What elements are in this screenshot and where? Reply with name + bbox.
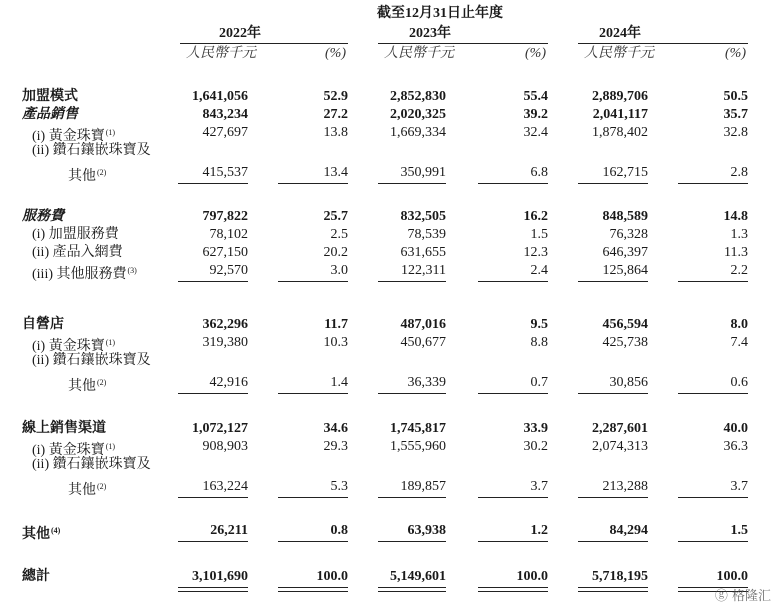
table-cell: 0.7 xyxy=(530,375,548,390)
total-double-underline xyxy=(478,587,548,592)
cell-underline xyxy=(478,497,548,498)
table-cell: 3.7 xyxy=(730,479,748,494)
footnote-ref: (4) xyxy=(51,526,61,535)
cell-underline xyxy=(578,541,648,542)
table-cell: 1.3 xyxy=(730,227,748,242)
cell-underline xyxy=(278,541,348,542)
table-cell: 8.0 xyxy=(730,317,748,332)
row-label: 線上銷售渠道 xyxy=(22,421,106,436)
table-cell: 33.9 xyxy=(523,421,548,436)
table-cell: 425,738 xyxy=(602,335,648,350)
table-cell: 20.2 xyxy=(323,245,348,260)
row-label: (ii) 產品入網費 xyxy=(32,245,123,260)
table-cell: 2,020,325 xyxy=(390,107,446,122)
table-cell: 13.4 xyxy=(323,165,348,180)
table-cell: 487,016 xyxy=(400,317,446,332)
cell-underline xyxy=(578,183,648,184)
table-cell: 78,539 xyxy=(407,227,446,242)
table-cell: 36.3 xyxy=(723,439,748,454)
period-header: 截至12月31日止年度 xyxy=(377,6,503,21)
footnote-ref: (3) xyxy=(127,266,137,275)
table-cell: 11.7 xyxy=(324,317,348,332)
table-cell: 456,594 xyxy=(602,317,648,332)
cell-underline xyxy=(478,393,548,394)
table-cell: 450,677 xyxy=(400,335,446,350)
cell-underline xyxy=(378,497,446,498)
table-cell: 35.7 xyxy=(723,107,748,122)
table-cell: 26,211 xyxy=(210,523,248,538)
table-cell: 362,296 xyxy=(202,317,248,332)
total-double-underline xyxy=(578,587,648,592)
table-cell: 1.5 xyxy=(530,227,548,242)
table-cell: 100.0 xyxy=(716,569,748,584)
table-cell: 415,537 xyxy=(202,165,248,180)
table-cell: 427,697 xyxy=(202,125,248,140)
table-cell: 76,328 xyxy=(609,227,648,242)
cell-underline xyxy=(578,281,648,282)
row-label: 其他$^{(2)}$ xyxy=(68,168,107,184)
table-cell: 0.6 xyxy=(730,375,748,390)
table-cell: 78,102 xyxy=(209,227,248,242)
table-cell: 25.7 xyxy=(323,209,348,224)
table-cell: 1,555,960 xyxy=(390,439,446,454)
year-underline-2024 xyxy=(578,43,748,44)
table-cell: 92,570 xyxy=(209,263,248,278)
unit-pct-2023: (%) xyxy=(525,46,546,61)
table-cell: 1,745,817 xyxy=(390,421,446,436)
table-cell: 2,041,117 xyxy=(592,107,648,122)
cell-underline xyxy=(278,393,348,394)
table-cell: 1,072,127 xyxy=(192,421,248,436)
table-cell: 1.5 xyxy=(730,523,748,538)
watermark-logo: ⓖ 格隆汇 xyxy=(714,589,771,604)
cell-underline xyxy=(578,497,648,498)
row-label: 服務費 xyxy=(22,209,64,224)
year-underline-2023 xyxy=(378,43,548,44)
table-cell: 34.6 xyxy=(323,421,348,436)
cell-underline xyxy=(378,541,446,542)
row-label: 其他$^{(2)}$ xyxy=(68,482,107,498)
table-cell: 63,938 xyxy=(407,523,446,538)
year-header-2023: 2023年 xyxy=(409,26,451,41)
row-label: (ii) 鑽石鑲嵌珠寶及 xyxy=(32,457,151,472)
table-cell: 50.5 xyxy=(723,89,748,104)
table-cell: 797,822 xyxy=(202,209,248,224)
cell-underline xyxy=(478,183,548,184)
table-cell: 3,101,690 xyxy=(192,569,248,584)
table-cell: 2.8 xyxy=(730,165,748,180)
cell-underline xyxy=(378,393,446,394)
table-cell: 5,149,601 xyxy=(390,569,446,584)
table-cell: 646,397 xyxy=(602,245,648,260)
table-cell: 55.4 xyxy=(523,89,548,104)
table-cell: 1,878,402 xyxy=(592,125,648,140)
unit-amount-2022: 人民幣千元 xyxy=(186,46,256,61)
table-cell: 631,655 xyxy=(400,245,446,260)
table-cell: 32.4 xyxy=(523,125,548,140)
year-header-2022: 2022年 xyxy=(219,26,261,41)
row-label: 總計 xyxy=(22,569,50,584)
table-cell: 2,852,830 xyxy=(390,89,446,104)
row-label: (i) 加盟服務費 xyxy=(32,227,119,242)
row-label: (iii) 其他服務費$^{(3)}$ xyxy=(32,266,137,282)
table-cell: 2.5 xyxy=(330,227,348,242)
total-double-underline xyxy=(378,587,446,592)
table-cell: 52.9 xyxy=(323,89,348,104)
footnote-ref: (2) xyxy=(97,482,107,491)
table-cell: 213,288 xyxy=(602,479,648,494)
table-cell: 2,074,313 xyxy=(592,439,648,454)
cell-underline xyxy=(678,393,748,394)
unit-pct-2024: (%) xyxy=(725,46,746,61)
cell-underline xyxy=(578,393,648,394)
table-cell: 30,856 xyxy=(609,375,648,390)
table-cell: 10.3 xyxy=(323,335,348,350)
cell-underline xyxy=(678,541,748,542)
table-cell: 100.0 xyxy=(516,569,548,584)
footnote-ref: (1) xyxy=(105,338,116,347)
footnote-ref: (2) xyxy=(97,378,107,387)
table-cell: 9.5 xyxy=(530,317,548,332)
row-label: 加盟模式 xyxy=(22,89,78,104)
table-cell: 2,287,601 xyxy=(592,421,648,436)
table-cell: 30.2 xyxy=(523,439,548,454)
table-cell: 3.0 xyxy=(330,263,348,278)
table-cell: 189,857 xyxy=(400,479,446,494)
row-label: 其他$^{(4)}$ xyxy=(22,526,61,542)
table-cell: 11.3 xyxy=(724,245,748,260)
table-cell: 832,505 xyxy=(400,209,446,224)
row-label: (i) 黃金珠寶$^{(1)}$ xyxy=(32,338,116,354)
cell-underline xyxy=(178,497,248,498)
footnote-ref: (2) xyxy=(97,168,107,177)
table-cell: 100.0 xyxy=(316,569,348,584)
table-cell: 6.8 xyxy=(530,165,548,180)
row-label: (i) 黃金珠寶$^{(1)}$ xyxy=(32,128,116,144)
table-cell: 7.4 xyxy=(730,335,748,350)
table-cell: 5.3 xyxy=(330,479,348,494)
table-cell: 908,903 xyxy=(202,439,248,454)
table-cell: 42,916 xyxy=(209,375,248,390)
table-cell: 14.8 xyxy=(723,209,748,224)
table-cell: 39.2 xyxy=(523,107,548,122)
table-cell: 84,294 xyxy=(609,523,648,538)
table-cell: 29.3 xyxy=(323,439,348,454)
cell-underline xyxy=(678,281,748,282)
row-label: (i) 黃金珠寶$^{(1)}$ xyxy=(32,442,116,458)
row-label: (ii) 鑽石鑲嵌珠寶及 xyxy=(32,353,151,368)
table-cell: 36,339 xyxy=(407,375,446,390)
table-cell: 1,669,334 xyxy=(390,125,446,140)
table-cell: 40.0 xyxy=(723,421,748,436)
table-cell: 848,589 xyxy=(602,209,648,224)
table-cell: 32.8 xyxy=(723,125,748,140)
table-cell: 2.4 xyxy=(530,263,548,278)
table-cell: 2,889,706 xyxy=(592,89,648,104)
footnote-ref: (1) xyxy=(105,442,116,451)
table-cell: 843,234 xyxy=(202,107,248,122)
table-cell: 319,380 xyxy=(202,335,248,350)
cell-underline xyxy=(278,183,348,184)
cell-underline xyxy=(378,183,446,184)
cell-underline xyxy=(278,497,348,498)
cell-underline xyxy=(178,541,248,542)
table-cell: 1,641,056 xyxy=(192,89,248,104)
table-cell: 8.8 xyxy=(530,335,548,350)
unit-amount-2023: 人民幣千元 xyxy=(384,46,454,61)
total-double-underline xyxy=(278,587,348,592)
cell-underline xyxy=(678,183,748,184)
table-cell: 5,718,195 xyxy=(592,569,648,584)
table-cell: 122,311 xyxy=(401,263,446,278)
total-double-underline xyxy=(178,587,248,592)
cell-underline xyxy=(378,281,446,282)
row-label: (ii) 鑽石鑲嵌珠寶及 xyxy=(32,143,151,158)
cell-underline xyxy=(178,393,248,394)
table-cell: 350,991 xyxy=(400,165,446,180)
year-header-2024: 2024年 xyxy=(599,26,641,41)
cell-underline xyxy=(178,281,248,282)
table-cell: 12.3 xyxy=(523,245,548,260)
table-cell: 163,224 xyxy=(202,479,248,494)
table-cell: 2.2 xyxy=(730,263,748,278)
table-cell: 125,864 xyxy=(602,263,648,278)
table-cell: 1.2 xyxy=(530,523,548,538)
cell-underline xyxy=(478,541,548,542)
table-cell: 13.8 xyxy=(323,125,348,140)
table-cell: 162,715 xyxy=(602,165,648,180)
table-cell: 3.7 xyxy=(530,479,548,494)
row-label: 自營店 xyxy=(22,317,64,332)
footnote-ref: (1) xyxy=(105,128,116,137)
row-label: 其他$^{(2)}$ xyxy=(68,378,107,394)
cell-underline xyxy=(478,281,548,282)
table-cell: 27.2 xyxy=(323,107,348,122)
year-underline-2022 xyxy=(180,43,348,44)
unit-amount-2024: 人民幣千元 xyxy=(584,46,654,61)
cell-underline xyxy=(678,497,748,498)
watermark-icon: ⓖ xyxy=(714,589,728,604)
table-cell: 627,150 xyxy=(202,245,248,260)
table-cell: 16.2 xyxy=(523,209,548,224)
cell-underline xyxy=(278,281,348,282)
cell-underline xyxy=(178,183,248,184)
row-label: 產品銷售 xyxy=(22,107,78,122)
unit-pct-2022: (%) xyxy=(325,46,346,61)
table-cell: 1.4 xyxy=(330,375,348,390)
table-cell: 0.8 xyxy=(330,523,348,538)
